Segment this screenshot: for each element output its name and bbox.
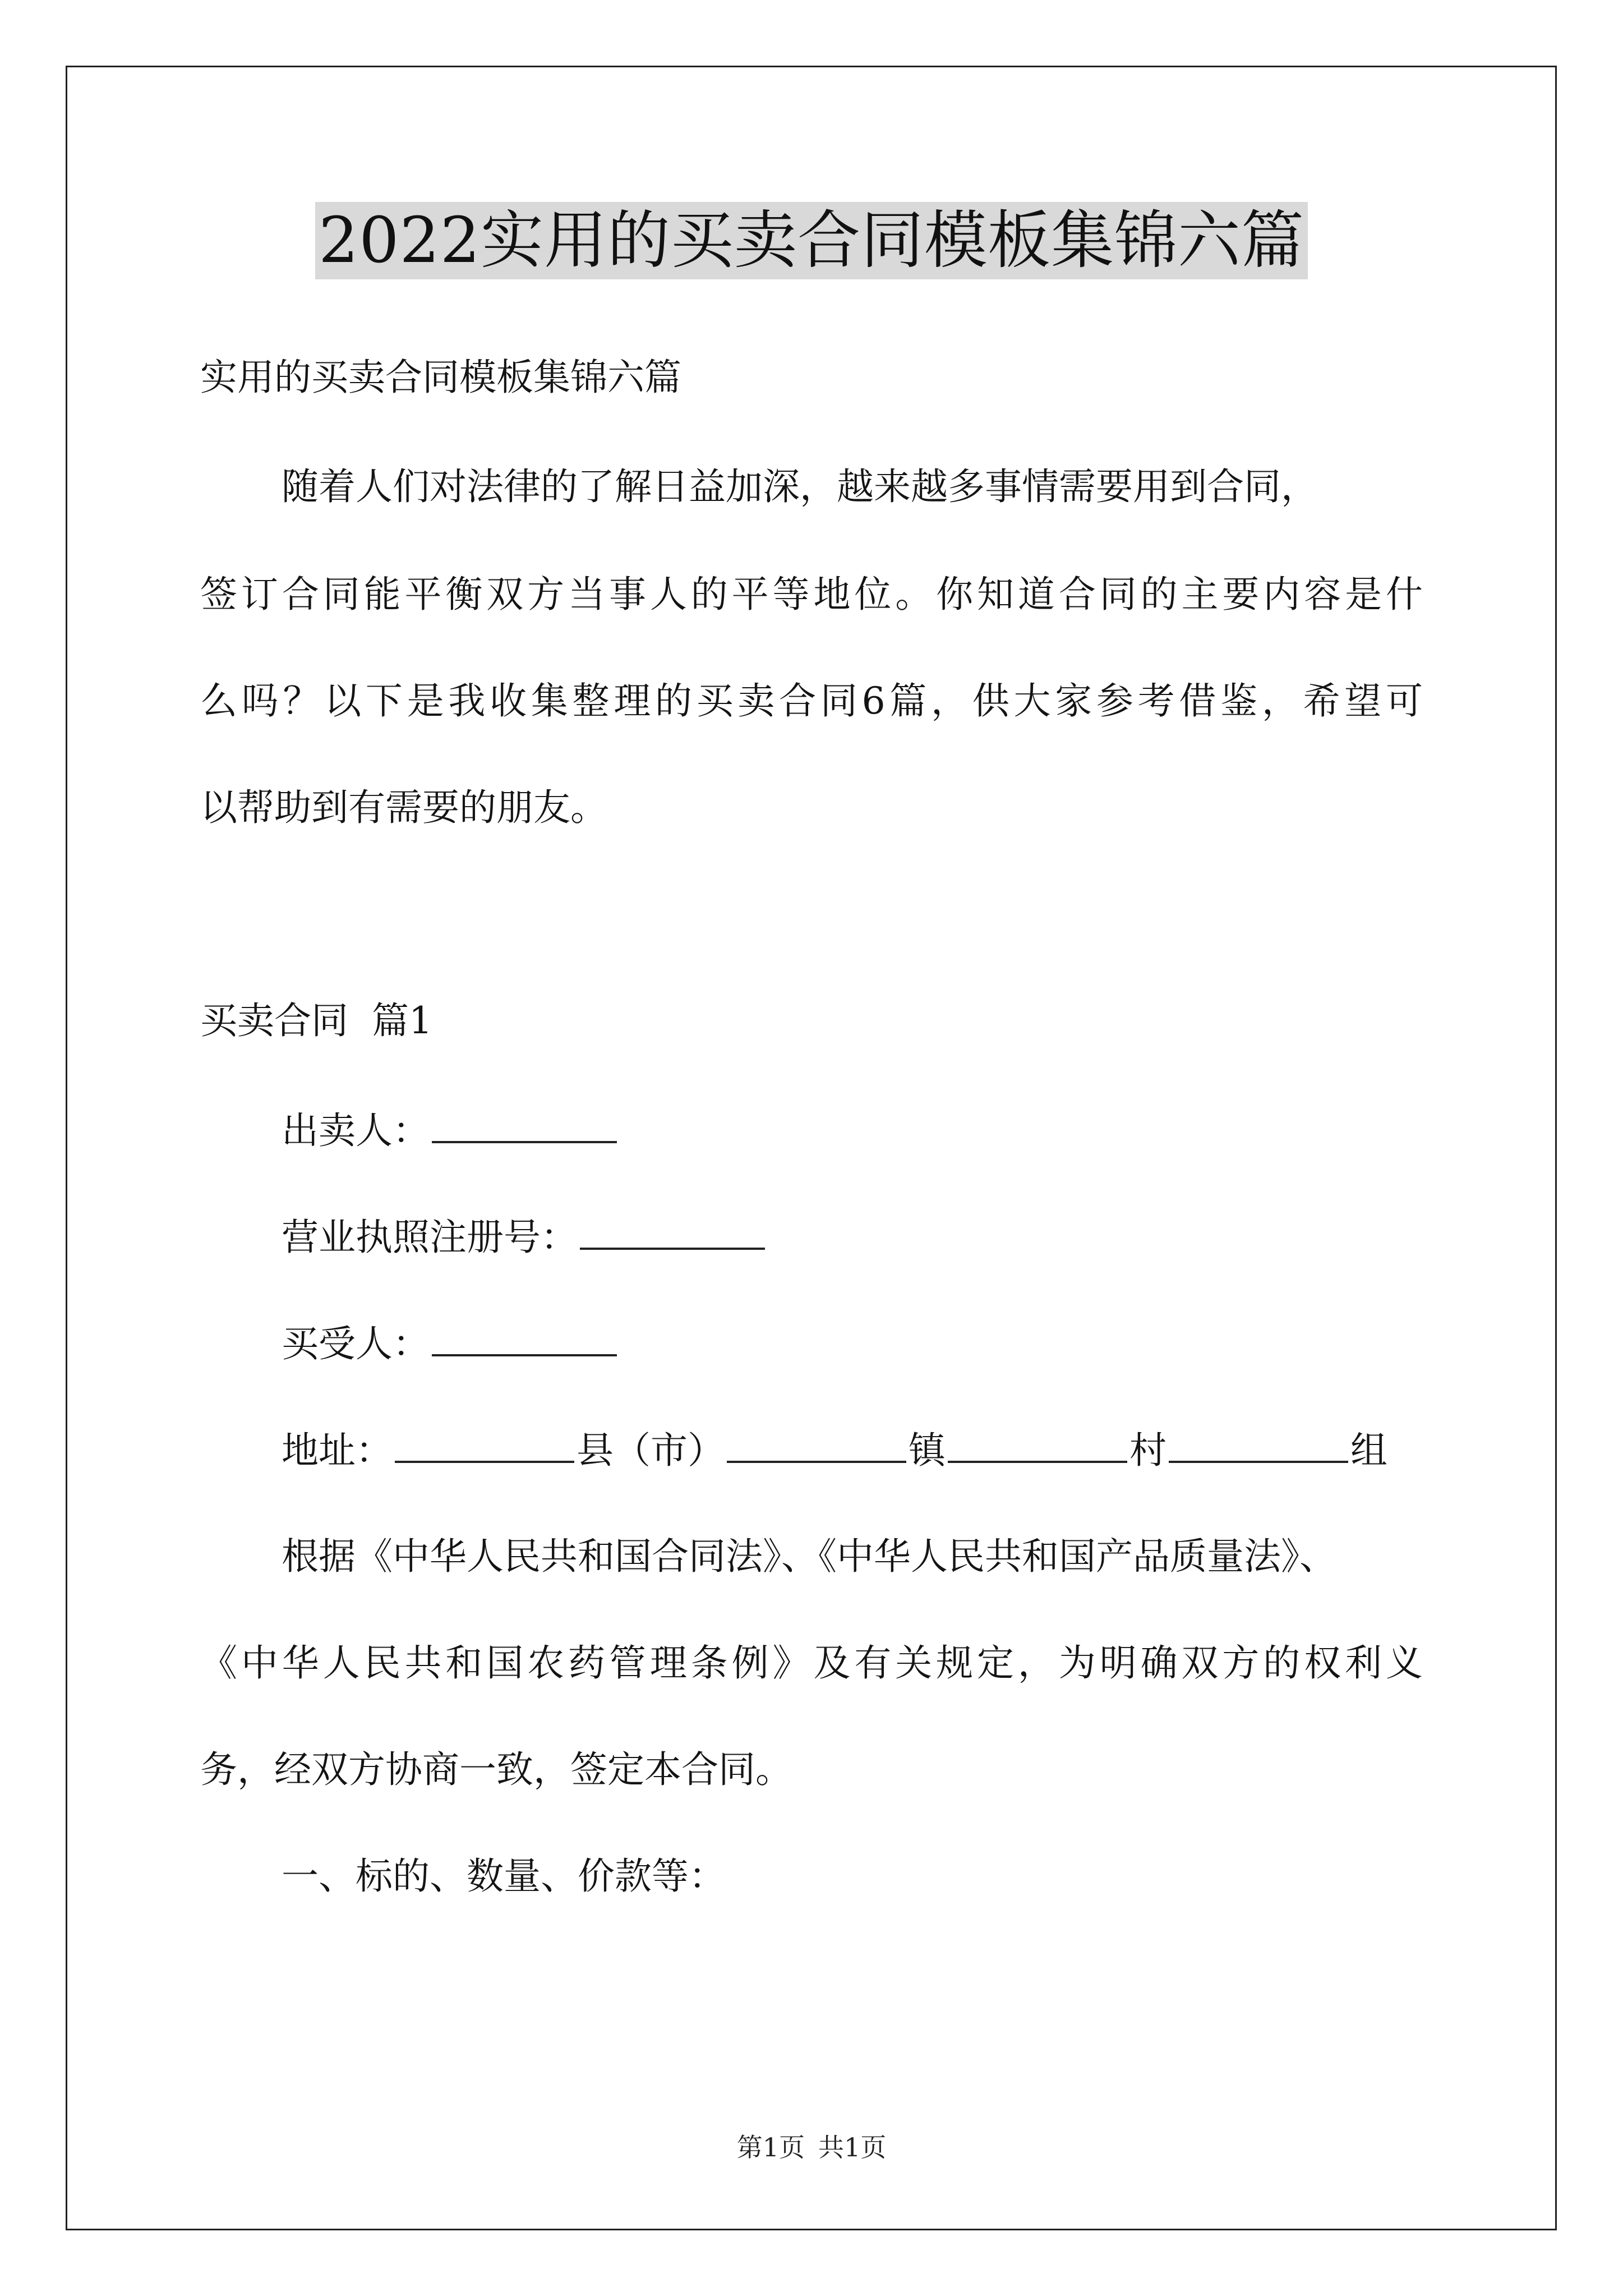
seller-label: 出卖人： bbox=[282, 1109, 430, 1152]
address-blank-county bbox=[395, 1426, 574, 1463]
buyer-blank bbox=[432, 1319, 617, 1356]
clause-1-heading: 一、标的、数量、价款等： bbox=[282, 1855, 726, 1898]
document-title: 2022实用的买卖合同模板集锦六篇 bbox=[315, 202, 1308, 279]
address-village: 村 bbox=[1129, 1429, 1166, 1472]
basis-line-2: 《中华人民共和国农药管理条例》及有关规定，为明确双方的权利义 bbox=[200, 1641, 1423, 1685]
address-field bbox=[282, 1426, 1387, 1473]
page-current: 第1页 bbox=[736, 2132, 805, 2162]
address-blank-village bbox=[948, 1426, 1127, 1463]
title-container bbox=[0, 202, 1623, 279]
intro-line-2: 签订合同能平衡双方当事人的平等地位。你知道合同的主要内容是什 bbox=[200, 573, 1423, 616]
document-subtitle: 实用的买卖合同模板集锦六篇 bbox=[200, 356, 681, 399]
basis-line-1: 根据《中华人民共和国合同法》、《中华人民共和国产品质量法》、 bbox=[282, 1535, 1336, 1578]
license-label: 营业执照注册号： bbox=[282, 1216, 578, 1259]
license-field bbox=[282, 1213, 767, 1260]
page-total: 共1页 bbox=[818, 2132, 887, 2162]
intro-line-4: 以帮助到有需要的朋友。 bbox=[200, 786, 607, 829]
address-blank-town bbox=[727, 1426, 906, 1463]
address-label: 地址： bbox=[282, 1429, 393, 1472]
buyer-field bbox=[282, 1319, 619, 1366]
license-blank bbox=[580, 1213, 765, 1250]
address-blank-group bbox=[1169, 1426, 1348, 1463]
section-heading: 买卖合同 篇1 bbox=[200, 999, 432, 1042]
seller-field bbox=[282, 1106, 619, 1153]
buyer-label: 买受人： bbox=[282, 1322, 430, 1365]
address-group: 组 bbox=[1350, 1429, 1387, 1472]
address-county: 县（市） bbox=[577, 1429, 725, 1472]
intro-line-3: 么吗？以下是我收集整理的买卖合同6篇，供大家参考借鉴，希望可 bbox=[200, 679, 1423, 723]
seller-blank bbox=[432, 1106, 617, 1143]
intro-line-1: 随着人们对法律的了解日益加深，越来越多事情需要用到合同， bbox=[282, 465, 1318, 508]
basis-line-3: 务，经双方协商一致，签定本合同。 bbox=[200, 1748, 792, 1791]
page-footer bbox=[0, 2132, 1623, 2163]
address-town: 镇 bbox=[909, 1429, 946, 1472]
